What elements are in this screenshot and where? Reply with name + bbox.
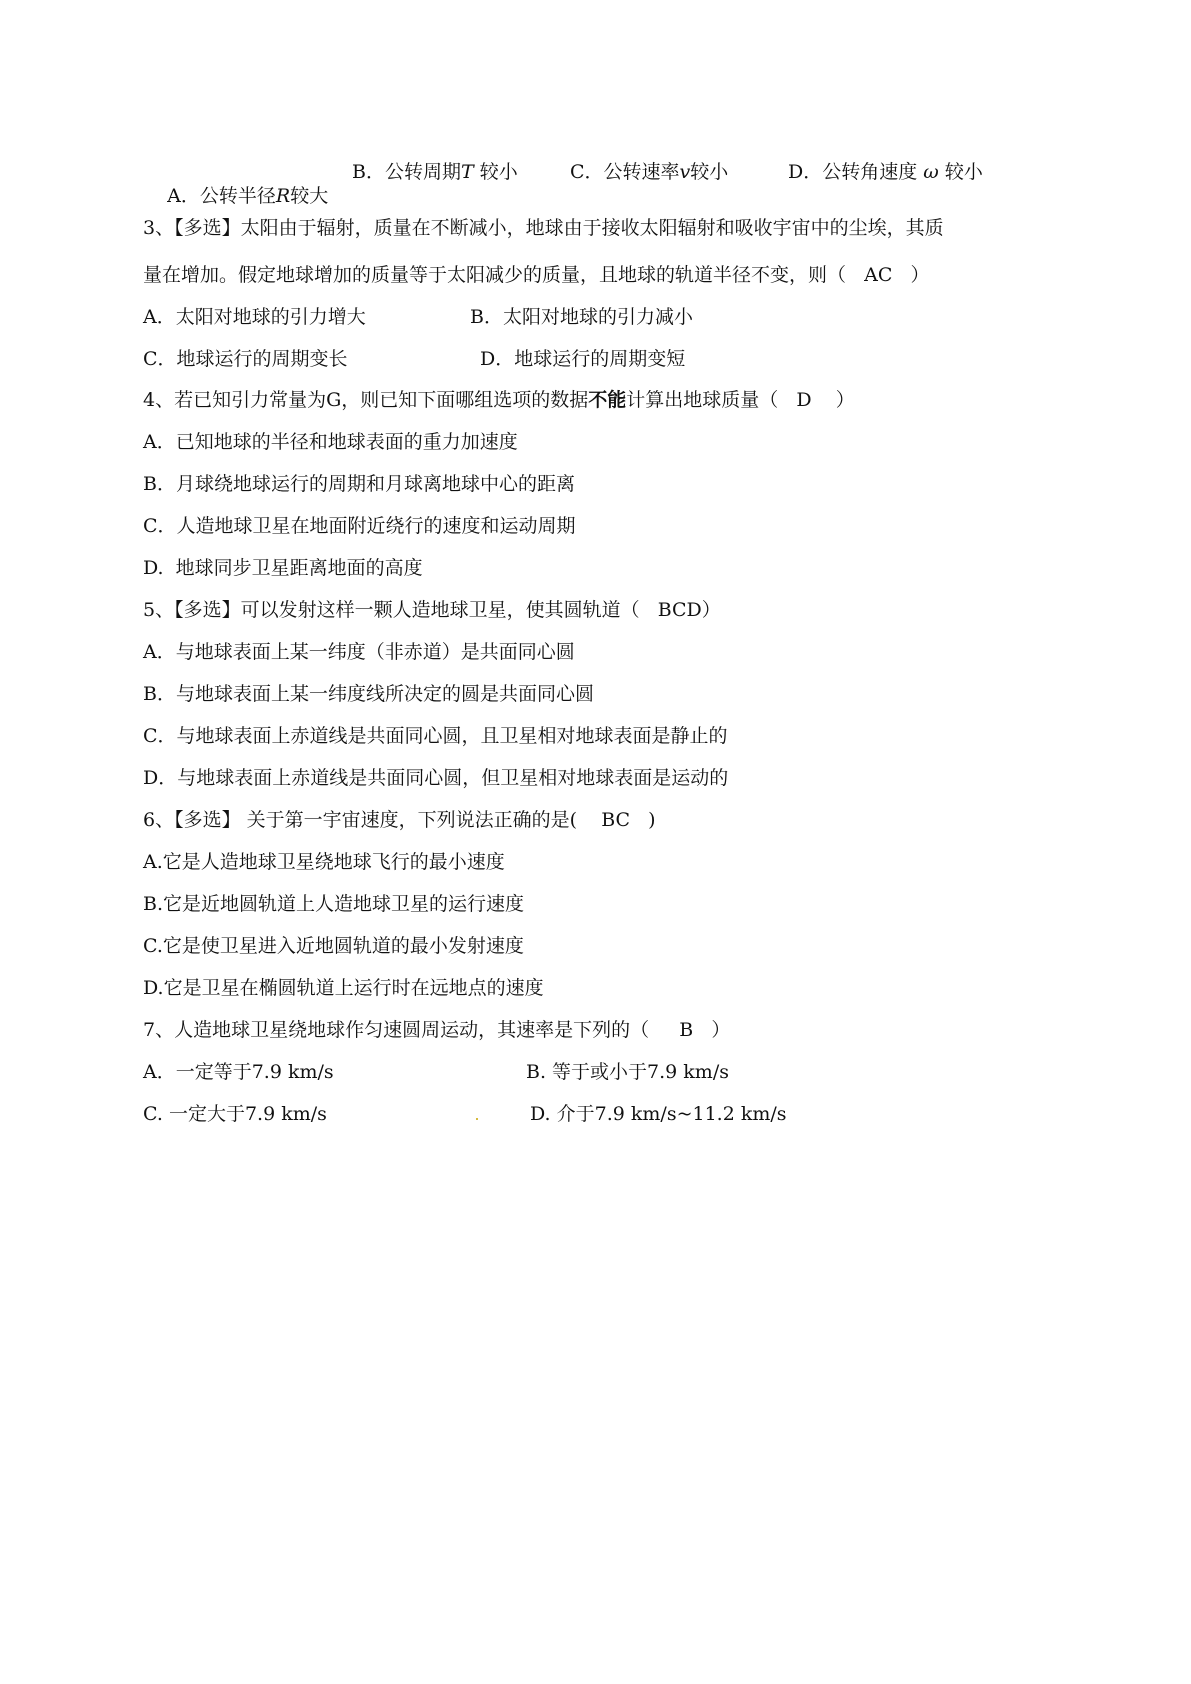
q6-stem: 6、【多选】 关于第一宇宙速度，下列说法正确的是( BC ) — [143, 809, 656, 831]
q2-option-c: C．公转速率v较小 — [570, 161, 729, 183]
q5-option-c: C．与地球表面上赤道线是共面同心圆，且卫星相对地球表面是静止的 — [143, 725, 728, 747]
q3-stem-line2: 量在增加。假定地球增加的质量等于太阳减少的质量，且地球的轨道半径不变，则（ AC ） — [143, 264, 930, 286]
q4-option-b: B．月球绕地球运行的周期和月球离地球中心的距离 — [143, 473, 575, 495]
q3-option-b: B．太阳对地球的引力减小 — [470, 306, 693, 328]
q7-stem: 7、人造地球卫星绕地球作匀速圆周运动，其速率是下列的（ B ） — [143, 1019, 731, 1041]
q6-option-c: C.它是使卫星进入近地圆轨道的最小发射速度 — [143, 935, 524, 957]
q4-emphasis: 不能 — [588, 389, 627, 411]
q2-option-d: D．公转角速度 ω 较小 — [788, 161, 983, 183]
q7-option-d: D. 介于7.9 km/s~11.2 km/s — [530, 1103, 787, 1125]
q5-option-d: D．与地球表面上赤道线是共面同心圆，但卫星相对地球表面是运动的 — [143, 767, 729, 789]
q4-option-c: C．人造地球卫星在地面附近绕行的速度和运动周期 — [143, 515, 576, 537]
q7-option-c: C. 一定大于7.9 km/s — [143, 1103, 327, 1125]
stray-dot — [476, 1118, 478, 1120]
q4-option-a: A．已知地球的半径和地球表面的重力加速度 — [143, 431, 518, 453]
q6-option-b: B.它是近地圆轨道上人造地球卫星的运行速度 — [143, 893, 525, 915]
q5-stem: 5、【多选】可以发射这样一颗人造地球卫星，使其圆轨道（ BCD） — [143, 599, 721, 621]
q3-option-c: C．地球运行的周期变长 — [143, 348, 348, 370]
q3-option-d: D．地球运行的周期变短 — [480, 348, 686, 370]
q6-option-a: A.它是人造地球卫星绕地球飞行的最小速度 — [143, 851, 505, 873]
q3-option-a: A．太阳对地球的引力增大 — [143, 306, 366, 328]
q4-option-d: D. 地球同步卫星距离地面的高度 — [143, 557, 423, 579]
q2-option-a: A．公转半径R较大 — [167, 185, 329, 207]
q6-option-d: D.它是卫星在椭圆轨道上运行时在远地点的速度 — [143, 977, 544, 999]
q7-option-b: B. 等于或小于7.9 km/s — [526, 1061, 729, 1083]
q2-option-b: B．公转周期T 较小 — [352, 161, 518, 183]
q4-stem: 4、若已知引力常量为G，则已知下面哪组选项的数据不能计算出地球质量（ D ） — [143, 389, 855, 411]
q5-option-b: B．与地球表面上某一纬度线所决定的圆是共面同心圆 — [143, 683, 594, 705]
q5-option-a: A．与地球表面上某一纬度（非赤道）是共面同心圆 — [143, 641, 575, 663]
q3-stem-line1: 3、【多选】太阳由于辐射，质量在不断减小，地球由于接收太阳辐射和吸收宇宙中的尘埃，其质 — [143, 217, 944, 239]
q7-option-a: A．一定等于7.9 km/s — [143, 1061, 334, 1083]
